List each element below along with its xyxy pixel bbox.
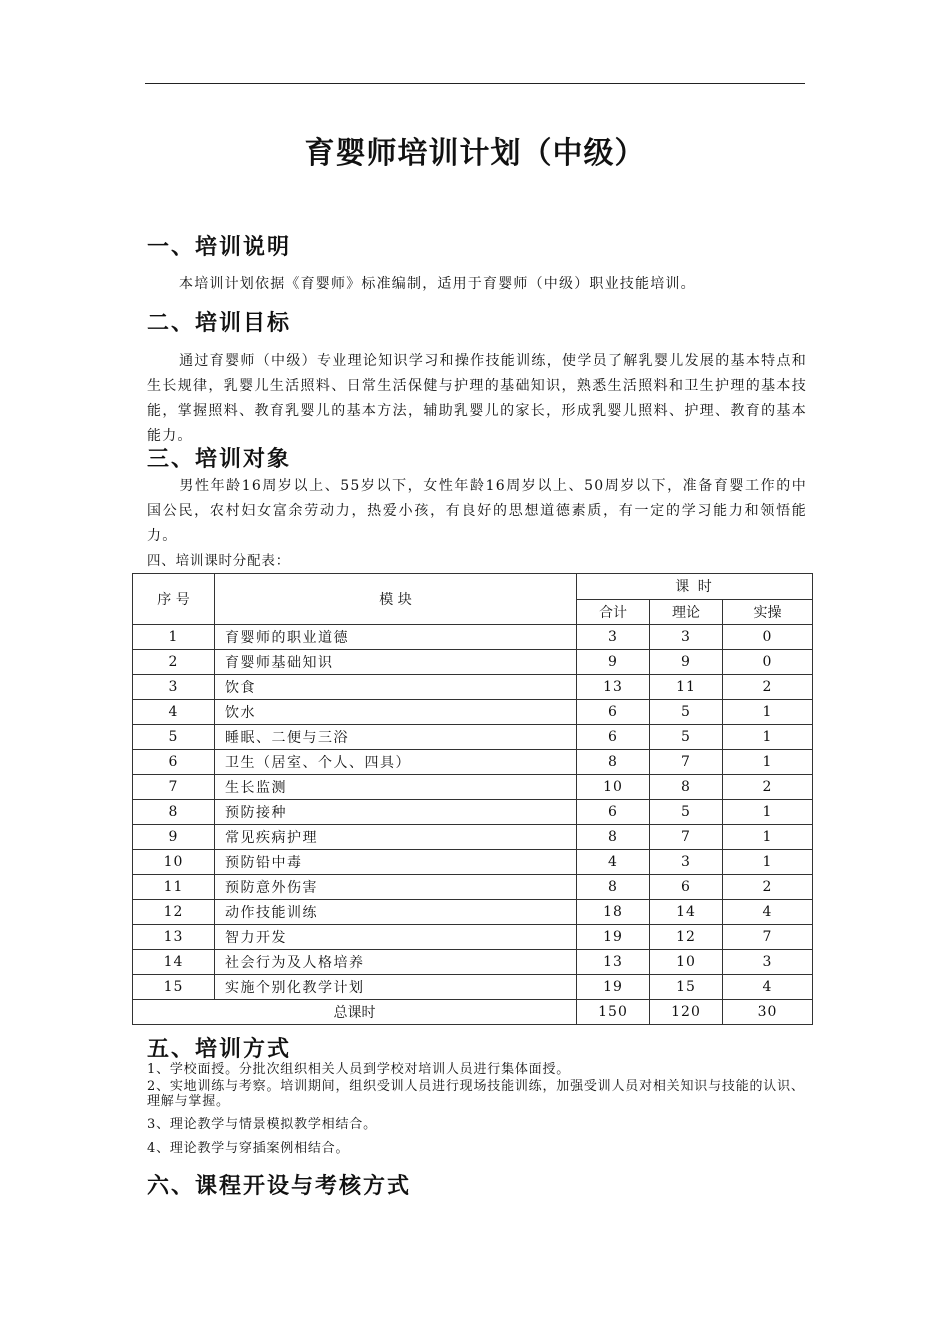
- table-row: [133, 775, 813, 800]
- row-total: 9: [577, 650, 650, 675]
- table-row: [133, 900, 813, 925]
- hours-table: [132, 573, 813, 1025]
- footer-total: 150: [577, 1000, 650, 1025]
- row-theory: 14: [650, 900, 723, 925]
- footer-practice: 30: [723, 1000, 813, 1025]
- row-total: 19: [577, 975, 650, 1000]
- header-rule: [145, 83, 805, 84]
- row-theory: 3: [650, 625, 723, 650]
- row-total: 10: [577, 775, 650, 800]
- row-module: 睡眠、二便与三浴: [215, 725, 577, 750]
- table-row: [133, 950, 813, 975]
- table-row: [133, 825, 813, 850]
- section-1-heading: 一、培训说明: [147, 235, 292, 260]
- section-5-item-2: 2、实地训练与考察。培训期间，组织受训人员进行现场技能训练，加强受训人员对相关知识与技能的认识、理解与掌握。: [147, 1079, 805, 1109]
- row-theory: 7: [650, 825, 723, 850]
- row-theory: 6: [650, 875, 723, 900]
- table-row: [133, 725, 813, 750]
- row-total: 13: [577, 950, 650, 975]
- section-2-body: 通过育婴师（中级）专业理论知识学习和操作技能训练，使学员了解乳婴儿发展的基本特点和生长规律，乳婴儿生活照料、日常生活保健与护理的基础知识，熟悉生活照料和卫生护理的基本技能，掌握照料、教育乳婴儿的基本方法，辅助乳婴儿的家长，形成乳婴儿照料、护理、教育的基本能力。: [147, 353, 807, 444]
- section-1-text: [147, 272, 807, 297]
- row-theory: 7: [650, 750, 723, 775]
- row-module: 实施个别化教学计划: [215, 975, 577, 1000]
- table-row: [133, 800, 813, 825]
- section-5-item-4: 4、理论教学与穿插案例相结合。: [147, 1141, 350, 1156]
- row-practice: 2: [723, 675, 813, 700]
- row-module: 饮食: [215, 675, 577, 700]
- row-total: 19: [577, 925, 650, 950]
- row-seq: 1: [133, 625, 215, 650]
- row-total: 13: [577, 675, 650, 700]
- row-seq: 4: [133, 700, 215, 725]
- table-row: [133, 925, 813, 950]
- section-3-heading: 三、培训对象: [147, 447, 292, 472]
- section-5-item-3: 3、理论教学与情景模拟教学相结合。: [147, 1117, 377, 1132]
- row-practice: 1: [723, 825, 813, 850]
- row-practice: 2: [723, 875, 813, 900]
- header-total: 合计: [577, 599, 650, 625]
- row-seq: 11: [133, 875, 215, 900]
- row-practice: 1: [723, 750, 813, 775]
- table-row: [133, 650, 813, 675]
- row-module: 预防意外伤害: [215, 875, 577, 900]
- row-theory: 12: [650, 925, 723, 950]
- section-3-body: 男性年龄16周岁以上、55岁以下，女性年龄16周岁以上、50周岁以下，准备育婴工作的中国公民，农村妇女富余劳动力，热爱小孩，有良好的思想道德素质，有一定的学习能力和领悟能力。: [147, 478, 807, 544]
- row-module: 常见疾病护理: [215, 825, 577, 850]
- header-module: 模 块: [215, 574, 577, 625]
- row-practice: 1: [723, 850, 813, 875]
- row-practice: 1: [723, 725, 813, 750]
- table-row: [133, 625, 813, 650]
- row-theory: 5: [650, 700, 723, 725]
- table-row: [133, 750, 813, 775]
- table-body: [133, 625, 813, 1000]
- row-theory: 10: [650, 950, 723, 975]
- header-practice: 实操: [723, 599, 813, 625]
- row-seq: 5: [133, 725, 215, 750]
- row-theory: 5: [650, 800, 723, 825]
- row-seq: 7: [133, 775, 215, 800]
- row-theory: 9: [650, 650, 723, 675]
- row-practice: 4: [723, 900, 813, 925]
- row-practice: 3: [723, 950, 813, 975]
- row-module: 饮水: [215, 700, 577, 725]
- row-practice: 2: [723, 775, 813, 800]
- row-module: 育婴师基础知识: [215, 650, 577, 675]
- table-row: [133, 975, 813, 1000]
- row-seq: 13: [133, 925, 215, 950]
- footer-label: 总课时: [133, 1000, 577, 1025]
- row-theory: 11: [650, 675, 723, 700]
- row-practice: 0: [723, 625, 813, 650]
- header-seq: 序 号: [133, 574, 215, 625]
- row-seq: 6: [133, 750, 215, 775]
- row-total: 6: [577, 725, 650, 750]
- section-5-item-1: 1、学校面授。分批次组织相关人员到学校对培训人员进行集体面授。: [147, 1062, 571, 1077]
- row-module: 卫生（居室、个人、四具）: [215, 750, 577, 775]
- row-total: 6: [577, 800, 650, 825]
- table-row: [133, 850, 813, 875]
- row-seq: 9: [133, 825, 215, 850]
- table-row: [133, 700, 813, 725]
- section-3-text: [147, 474, 807, 549]
- table-row: [133, 875, 813, 900]
- row-practice: 4: [723, 975, 813, 1000]
- row-total: 8: [577, 875, 650, 900]
- table-row: [133, 675, 813, 700]
- row-theory: 5: [650, 725, 723, 750]
- section-2-text: [147, 349, 807, 449]
- row-total: 18: [577, 900, 650, 925]
- row-module: 社会行为及人格培养: [215, 950, 577, 975]
- row-practice: 1: [723, 700, 813, 725]
- row-module: 生长监测: [215, 775, 577, 800]
- row-module: 动作技能训练: [215, 900, 577, 925]
- row-total: 3: [577, 625, 650, 650]
- row-practice: 0: [723, 650, 813, 675]
- row-seq: 3: [133, 675, 215, 700]
- footer-theory: 120: [650, 1000, 723, 1025]
- row-seq: 2: [133, 650, 215, 675]
- row-theory: 8: [650, 775, 723, 800]
- row-total: 6: [577, 700, 650, 725]
- section-6-heading: 六、课程开设与考核方式: [147, 1174, 412, 1199]
- section-5-heading: 五、培训方式: [147, 1037, 292, 1062]
- row-module: 预防接种: [215, 800, 577, 825]
- row-practice: 7: [723, 925, 813, 950]
- header-hours: 课 时: [577, 574, 813, 600]
- row-total: 8: [577, 750, 650, 775]
- row-module: 育婴师的职业道德: [215, 625, 577, 650]
- document-title: 育婴师培训计划（中级）: [304, 136, 646, 171]
- row-seq: 15: [133, 975, 215, 1000]
- section-2-heading: 二、培训目标: [147, 311, 292, 336]
- row-seq: 12: [133, 900, 215, 925]
- row-module: 预防铅中毒: [215, 850, 577, 875]
- row-seq: 10: [133, 850, 215, 875]
- row-seq: 14: [133, 950, 215, 975]
- row-theory: 15: [650, 975, 723, 1000]
- section-4-heading: 四、培训课时分配表：: [147, 553, 290, 569]
- row-total: 8: [577, 825, 650, 850]
- row-theory: 3: [650, 850, 723, 875]
- row-practice: 1: [723, 800, 813, 825]
- row-module: 智力开发: [215, 925, 577, 950]
- row-seq: 8: [133, 800, 215, 825]
- section-1-body: 本培训计划依据《育婴师》标准编制，适用于育婴师（中级）职业技能培训。: [179, 276, 696, 292]
- header-theory: 理论: [650, 599, 723, 625]
- row-total: 4: [577, 850, 650, 875]
